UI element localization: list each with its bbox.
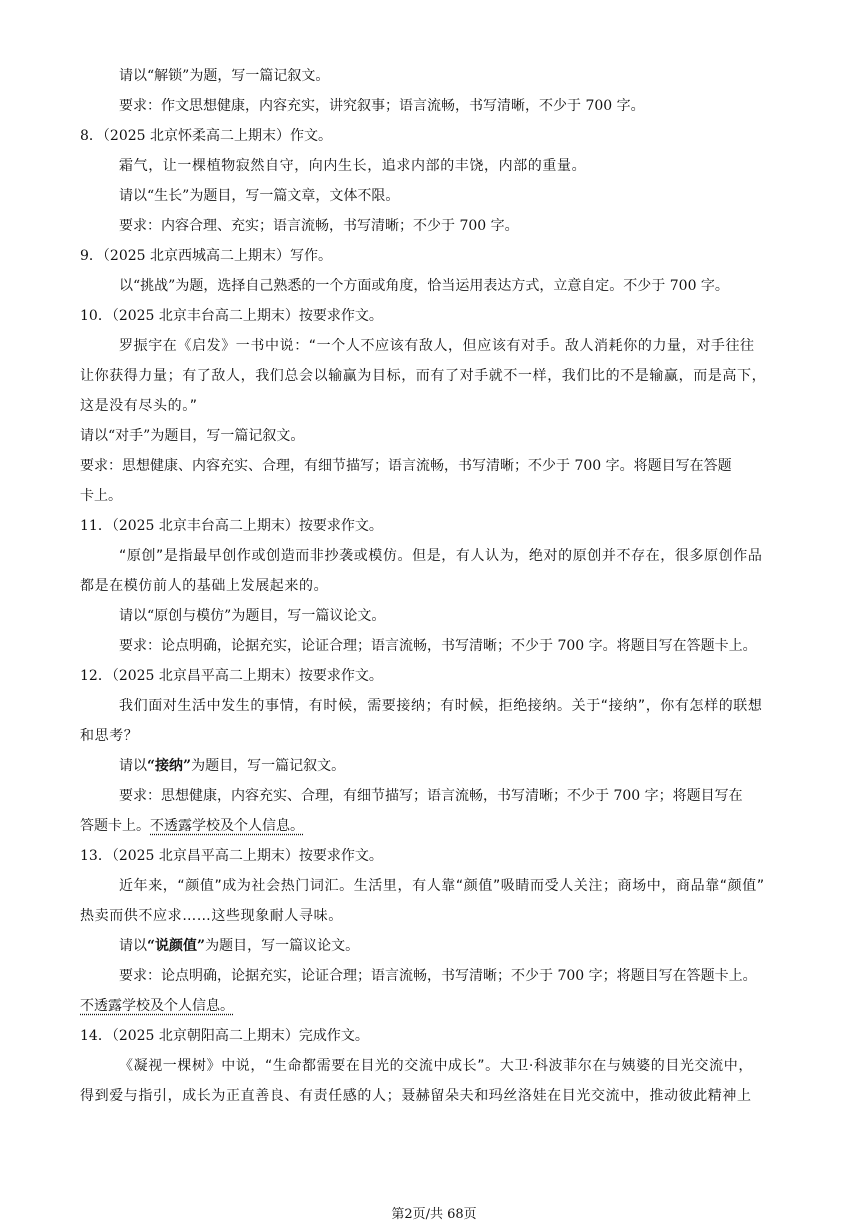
title-emphasis: “接纳” [147, 758, 192, 774]
requirement-text: 要求：思想健康，内容充实、合理，有细节描写；语言流畅，书写清晰；不少于 700 字；将题目写在 [119, 788, 743, 804]
question-heading-10: 10．（2025 北京丰台高二上期末）按要求作文。 [80, 308, 383, 324]
question-heading-11: 11．（2025 北京丰台高二上期末）按要求作文。 [80, 518, 383, 534]
prompt-material: 我们面对生活中发生的事情，有时候，需要接纳；有时候，拒绝接纳。关于“接纳”，你有怎样的联想 [119, 698, 763, 714]
requirement-text: 要求：论点明确，论据充实，论证合理；语言流畅，书写清晰；不少于 700 字。将题目写在答题卡上。 [119, 638, 757, 654]
prompt-material: 热卖而供不应求……这些现象耐人寻味。 [80, 908, 343, 924]
prompt-material: 得到爱与指引，成长为正直善良、有责任感的人；聂赫留朵夫和玛丝洛娃在目光交流中，推动彼此精神上 [80, 1088, 752, 1104]
emphasis-dotted: 不透露学校及个人信息。 [80, 998, 234, 1014]
prompt-material: 罗振宇在《启发》一书中说：“一个人不应该有敌人，但应该有对手。敌人消耗你的力量，对手往往 [119, 338, 755, 354]
prompt-material: 《凝视一棵树》中说，“生命都需要在目光的交流中成长”。大卫·科波菲尔在与姨婆的目光交流中， [119, 1058, 753, 1074]
body-text [119, 756, 345, 776]
prompt-material: “原创”是指最早创作或创造而非抄袭或模仿。但是，有人认为，绝对的原创并不存在，很多原创作品 [119, 548, 763, 564]
prompt-material: 让你获得力量；有了敌人，我们总会以输赢为目标，而有了对手就不一样，我们比的不是输赢，而是高下， [80, 368, 767, 384]
body-text: 请以“原创与模仿”为题目，写一篇议论文。 [119, 608, 386, 624]
requirement-text: 要求：论点明确，论据充实，论证合理；语言流畅，书写清晰；不少于 700 字；将题目写在答题卡上。 [119, 968, 757, 984]
body-text [119, 936, 359, 956]
question-heading-9: 9．（2025 北京西城高二上期末）写作。 [80, 248, 332, 264]
body-text: 请以“生长”为题目，写一篇文章，文体不限。 [119, 188, 400, 204]
text-span: 请以 [119, 758, 147, 774]
requirement-text: 要求：内容合理、充实；语言流畅，书写清晰；不少于 700 字。 [119, 218, 519, 234]
question-heading-13: 13．（2025 北京昌平高二上期末）按要求作文。 [80, 848, 383, 864]
title-emphasis: “说颜值” [147, 938, 206, 954]
prompt-material: 这是没有尽头的。” [80, 398, 198, 414]
text-span: 答题卡上。 [80, 818, 150, 834]
question-heading-12: 12．（2025 北京昌平高二上期末）按要求作文。 [80, 668, 383, 684]
requirement-text: 卡上。 [80, 488, 122, 504]
emphasis-dotted: 不透露学校及个人信息。 [150, 818, 304, 834]
body-text: 请以“解锁”为题，写一篇记叙文。 [119, 68, 330, 84]
requirement-text [80, 816, 304, 836]
requirement-text: 要求：作文思想健康，内容充实，讲究叙事；语言流畅，书写清晰，不少于 700 字。 [119, 98, 645, 114]
body-text: 以“挑战”为题，选择自己熟悉的一个方面或角度，恰当运用表达方式，立意自定。不少于 700 字。 [119, 278, 729, 294]
requirement-text: 要求：思想健康、内容充实、合理，有细节描写；语言流畅，书写清晰；不少于 700 字。将题目写在答题 [80, 458, 732, 474]
text-span: 为题目，写一篇记叙文。 [191, 758, 346, 774]
question-heading-14: 14．（2025 北京朝阳高二上期末）完成作文。 [80, 1028, 369, 1044]
prompt-material: 和思考？ [80, 728, 139, 744]
text-span: 为题目，写一篇议论文。 [205, 938, 360, 954]
text-span: 请以 [119, 938, 147, 954]
prompt-material: 近年来，“颜值”成为社会热门词汇。生活里，有人靠“颜值”吸睛而受人关注；商场中，商品靠“颜值” [119, 878, 765, 894]
page-number: 第2页/共 68页 [391, 1207, 477, 1222]
prompt-material: 都是在模仿前人的基础上发展起来的。 [80, 578, 329, 594]
prompt-material: 霜气，让一棵植物寂然自守，向内生长，追求内部的丰饶，内部的重量。 [119, 158, 587, 174]
question-heading-8: 8．（2025 北京怀柔高二上期末）作文。 [80, 128, 332, 144]
body-text: 请以“对手”为题目，写一篇记叙文。 [80, 428, 305, 444]
